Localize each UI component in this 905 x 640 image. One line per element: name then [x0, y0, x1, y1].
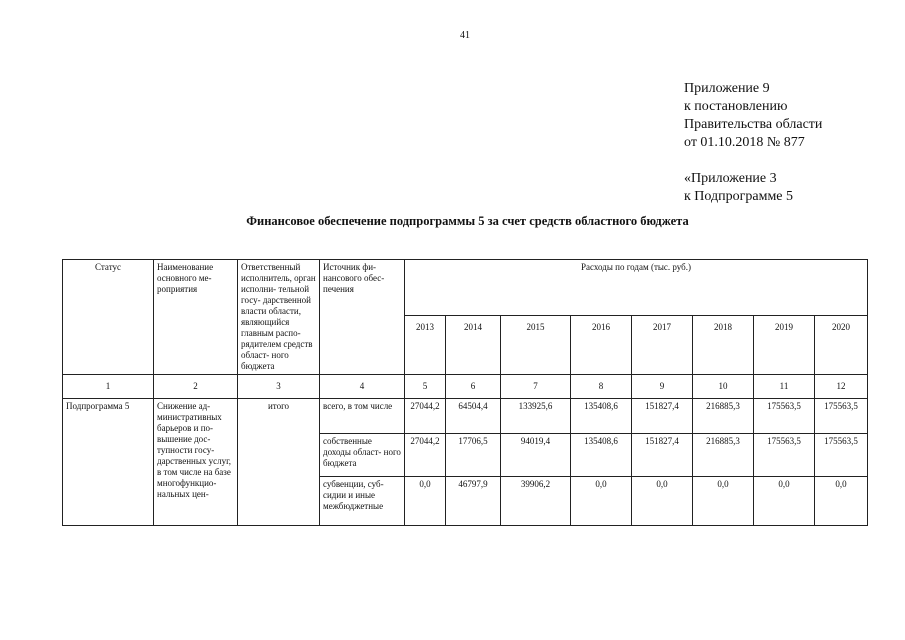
- header-year: 2020: [815, 316, 868, 375]
- value-cell: 27044,2: [405, 434, 446, 477]
- column-number: 9: [632, 375, 693, 399]
- value-cell: 0,0: [815, 477, 868, 526]
- appendix-line: от 01.10.2018 № 877: [684, 135, 805, 150]
- header-year: 2018: [693, 316, 754, 375]
- column-number: 12: [815, 375, 868, 399]
- appendix-line: Правительства области: [684, 117, 823, 132]
- status-cell: Подпрограмма 5: [63, 399, 154, 526]
- column-number: 1: [63, 375, 154, 399]
- document-title: Финансовое обеспечение подпрограммы 5 за счет средств областного бюджета: [246, 214, 689, 228]
- value-cell: 0,0: [405, 477, 446, 526]
- header-year: 2014: [446, 316, 501, 375]
- header-year: 2015: [501, 316, 571, 375]
- header-executor: Ответственный исполнитель, орган исполни- тельной госу- дарственной власти области, являющийся главным распо- рядителем средств област- ного бюджета: [238, 260, 320, 375]
- measure-cell: [154, 399, 238, 526]
- value-cell: 17706,5: [446, 434, 501, 477]
- value-cell: 0,0: [571, 477, 632, 526]
- value-cell: 151827,4: [632, 399, 693, 434]
- appendix-block: [684, 80, 822, 206]
- header-expenses: Расходы по годам (тыс. руб.): [405, 260, 868, 316]
- financing-table: [62, 259, 868, 526]
- value-cell: 175563,5: [815, 434, 868, 477]
- page-number: 41: [460, 30, 470, 41]
- header-year: 2013: [405, 316, 446, 375]
- executor-cell: итого: [238, 399, 320, 526]
- appendix-line: к Подпрограмме 5: [684, 189, 794, 204]
- value-cell: 151827,4: [632, 434, 693, 477]
- column-number: 8: [571, 375, 632, 399]
- value-cell: 94019,4: [501, 434, 571, 477]
- source-cell: субвенции, суб- сидии и иные межбюджетные: [320, 477, 405, 526]
- appendix-line: к постановлению: [684, 99, 788, 114]
- value-cell: 175563,5: [754, 434, 815, 477]
- value-cell: 64504,4: [446, 399, 501, 434]
- value-cell: 135408,6: [571, 399, 632, 434]
- measure-text: Снижение ад- министративных барьеров и по- вышение дос- тупности госу- дарственных услуг, в том числе на базе многофункцио- нальных цен-: [157, 401, 232, 499]
- value-cell: 175563,5: [815, 399, 868, 434]
- appendix-line: Приложение 9: [684, 81, 770, 96]
- header-year: 2017: [632, 316, 693, 375]
- table-row: [63, 399, 868, 434]
- value-cell: 216885,3: [693, 434, 754, 477]
- source-cell: всего, в том числе: [320, 399, 405, 434]
- column-number: 10: [693, 375, 754, 399]
- column-number: 6: [446, 375, 501, 399]
- value-cell: 39906,2: [501, 477, 571, 526]
- header-year: 2016: [571, 316, 632, 375]
- value-cell: 175563,5: [754, 399, 815, 434]
- column-number: 11: [754, 375, 815, 399]
- value-cell: 216885,3: [693, 399, 754, 434]
- column-number: 2: [154, 375, 238, 399]
- value-cell: 133925,6: [501, 399, 571, 434]
- value-cell: 0,0: [693, 477, 754, 526]
- header-name: Наименование основного ме- роприятия: [154, 260, 238, 375]
- value-cell: 135408,6: [571, 434, 632, 477]
- value-cell: 0,0: [754, 477, 815, 526]
- value-cell: 27044,2: [405, 399, 446, 434]
- header-status: Статус: [63, 260, 154, 375]
- source-cell: собственные доходы област- ного бюджета: [320, 434, 405, 477]
- header-source: Источник фи- нансового обес- печения: [320, 260, 405, 375]
- column-number: 7: [501, 375, 571, 399]
- header-year: 2019: [754, 316, 815, 375]
- value-cell: 46797,9: [446, 477, 501, 526]
- column-number: 5: [405, 375, 446, 399]
- column-number: 3: [238, 375, 320, 399]
- appendix-line: «Приложение 3: [684, 171, 777, 186]
- value-cell: 0,0: [632, 477, 693, 526]
- column-number: 4: [320, 375, 405, 399]
